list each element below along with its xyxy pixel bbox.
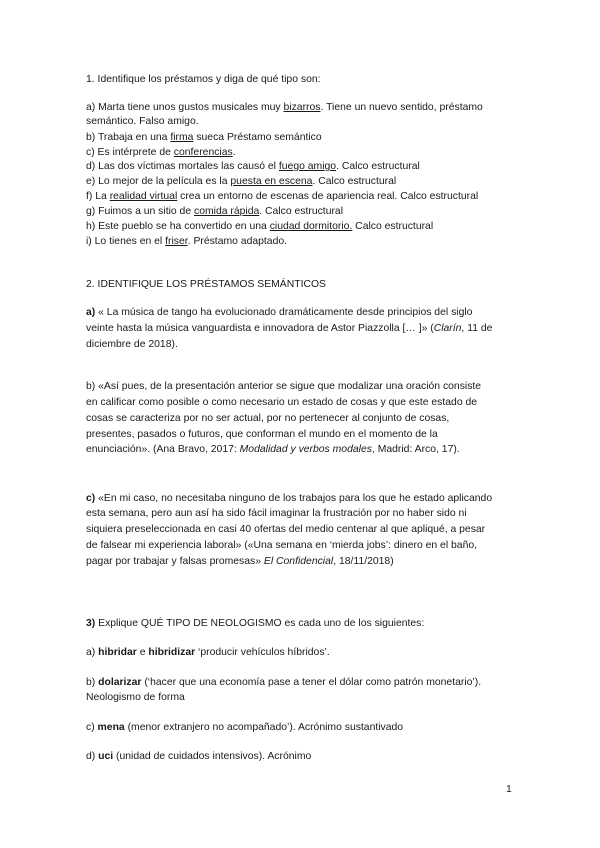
s1-item-d: d) Las dos víctimas mortales las causó el fuego amigo. Calco estructural <box>86 161 420 172</box>
s2-item-b-line2: en calificar como posible o como necesario un estado de cosas y que este estado de <box>86 397 478 408</box>
neologism-hibridar: hibridar <box>98 647 137 658</box>
source-el-confidencial: El Confidencial <box>263 556 334 567</box>
loanword-puesta-en-escena: puesta en escena <box>230 176 313 187</box>
neologism-dolarizar: dolarizar <box>98 677 142 688</box>
loanword-realidad-virtual: realidad virtual <box>109 191 178 202</box>
s2-item-b-line4: presentes, pasados o futuros, que conforman el mundo en el momento de la <box>86 429 438 440</box>
neologism-hibridizar: hibridizar <box>148 647 196 658</box>
s2-item-c-line5: pagar por trabajar y falsas promesas» El Confidencial, 18/11/2018) <box>86 556 394 567</box>
s2-item-a-line1: a) « La música de tango ha evolucionado dramáticamente desde principios del siglo <box>86 307 473 318</box>
s3-item-a: a) hibridar e hibridizar ‘producir vehículos híbridos’. <box>86 647 330 658</box>
s3-item-b-line1: b) dolarizar (‘hacer que una economía pase a tener el dólar como patrón monetario’). <box>86 677 482 688</box>
section-1-title: 1. Identifique los préstamos y diga de qué tipo son: <box>86 74 321 85</box>
s1-item-f: f) La realidad virtual crea un entorno de escenas de apariencia real. Calco estructural <box>86 191 479 202</box>
s1-item-b: b) Trabaja en una firma sueca Préstamo semántico <box>86 132 322 143</box>
s1-item-a-line2: semántico. Falso amigo. <box>86 116 199 127</box>
s2-item-a-line2: veinte hasta la música vanguardista e innovadora de Astor Piazzolla [… ]» (Clarín, 11 de <box>86 323 493 334</box>
loanword-conferencias: conferencias <box>173 147 233 158</box>
s3-item-c: c) mena (menor extranjero no acompañado’). Acrónimo sustantivado <box>86 722 404 733</box>
s2-item-c-line3: siquiera preseleccionada en casi 40 ofertas del medio centenar al que apliqué, a pesar <box>86 524 486 535</box>
section-2-title: 2. IDENTIFIQUE LOS PRÉSTAMOS SEMÁNTICOS <box>86 279 326 290</box>
s1-item-g: g) Fuimos a un sitio de comida rápida. Calco estructural <box>86 206 344 217</box>
source-clarin: Clarín <box>433 323 462 334</box>
page-number: 1 <box>506 784 512 795</box>
source-modalidad: Modalidad y verbos modales <box>239 444 372 455</box>
s1-item-a-line1: a) Marta tiene unos gustos musicales muy bizarros. Tiene un nuevo sentido, préstamo <box>86 102 483 113</box>
s1-item-i: i) Lo tienes en el friser. Préstamo adaptado. <box>86 236 288 247</box>
loanword-firma: firma <box>170 132 194 143</box>
s1-item-h: h) Este pueblo se ha convertido en una ciudad dormitorio. Calco estructural <box>86 221 434 232</box>
section-3-title: 3) Explique QUÉ TIPO DE NEOLOGISMO es cada uno de los siguientes: <box>86 618 425 629</box>
neologism-uci: uci <box>98 751 114 762</box>
s1-item-c: c) Es intérprete de conferencias. <box>86 147 236 158</box>
loanword-ciudad-dormitorio: ciudad dormitorio. <box>269 221 353 232</box>
s2-item-c-line2: esta semana, pero aun así ha sido fácil imaginar la frustración por no haber sido ni <box>86 508 467 519</box>
loanword-friser: friser <box>165 236 188 247</box>
s2-item-b-line1: b) «Así pues, de la presentación anterior se sigue que modalizar una oración consiste <box>86 381 482 392</box>
s2-item-b-line5: enunciación». (Ana Bravo, 2017: Modalidad y verbos modales, Madrid: Arco, 17). <box>86 444 460 455</box>
s3-item-d: d) uci (unidad de cuidados intensivos). Acrónimo <box>86 751 312 762</box>
s2-item-c-line1: c) «En mi caso, no necesitaba ninguno de los trabajos para los que he estado aplicando <box>86 493 493 504</box>
neologism-mena: mena <box>97 722 125 733</box>
s2-item-a-line3: diciembre de 2018). <box>86 339 178 350</box>
loanword-fuego-amigo: fuego amigo <box>278 161 337 172</box>
loanword-bizarros: bizarros <box>283 102 321 113</box>
s2-item-c-line4: de falsear mi experiencia laboral» («Una semana en ‘mierda jobs’: dinero en el baño, <box>86 540 478 551</box>
s3-item-b-line2: Neologismo de forma <box>86 692 185 703</box>
s1-item-e: e) Lo mejor de la película es la puesta en escena. Calco estructural <box>86 176 397 187</box>
s2-item-b-line3: cosas se caracteriza por no ser actual, por no pertenecer al conjunto de cosas, <box>86 413 450 424</box>
loanword-comida-rapida: comida rápida <box>194 206 260 217</box>
